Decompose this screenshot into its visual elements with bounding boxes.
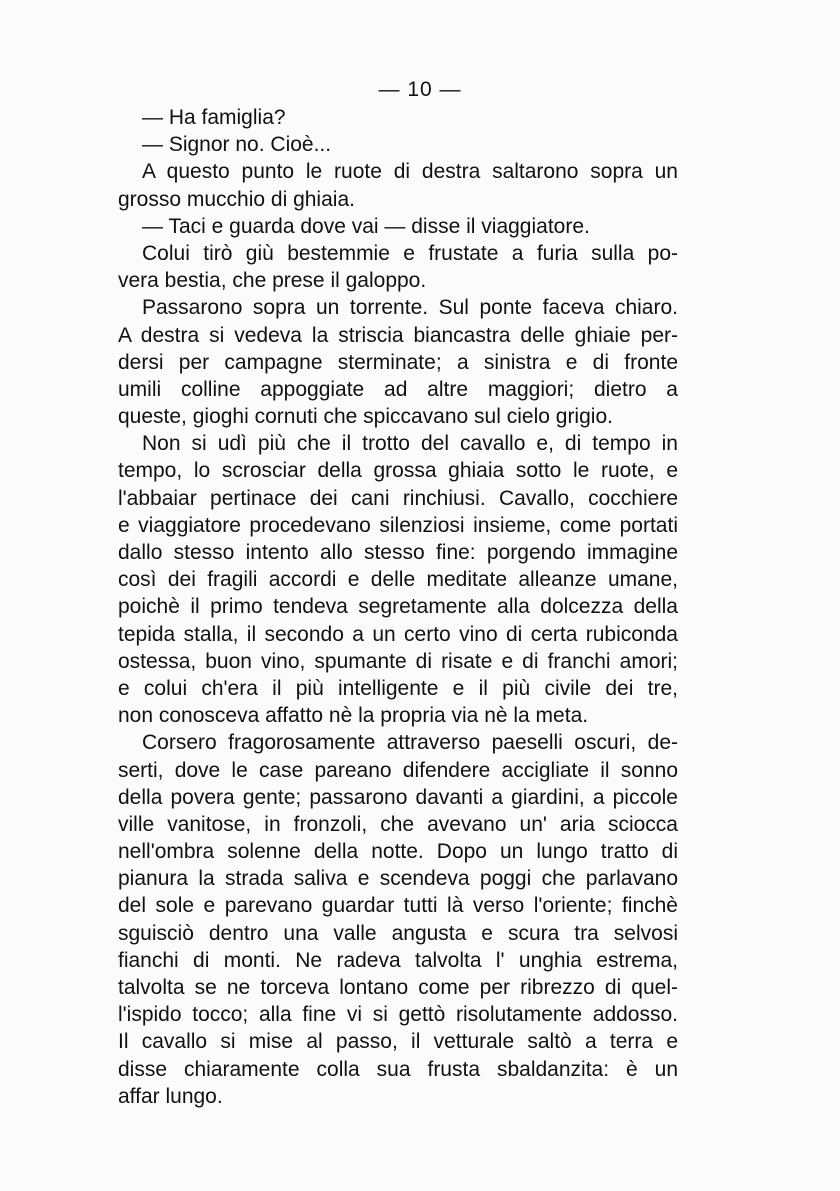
text-line: così dei fragili accordi e delle meditate alleanze umane, — [118, 568, 678, 592]
page-number: — 10 — — [378, 78, 462, 101]
text-line: affar lungo. — [118, 1084, 223, 1108]
text-line: e viaggiatore procedevano silenziosi insieme, come portati — [118, 513, 678, 537]
text-line: Colui tirò giù bestemmie e frustate a furia sulla po- — [142, 241, 678, 265]
text-line: Non si udì più che il trotto del cavallo e, di tempo in — [142, 432, 678, 456]
text-line: poichè il primo tendeva segretamente alla dolcezza della — [118, 595, 678, 619]
text-line: talvolta se ne torceva lontano come per ribrezzo di quel- — [118, 976, 678, 999]
text-line: Passarono sopra un torrente. Sul ponte faceva chiaro. — [142, 296, 678, 320]
text-line: ostessa, buon vino, spumante di risate e di franchi amori; — [118, 649, 678, 673]
text-line: l'ispido tocco; alla fine vi si gettò risolutamente addosso. — [118, 1003, 678, 1027]
text-line: Il cavallo si mise al passo, il vetturale saltò a terra e — [118, 1030, 678, 1054]
text-line: e colui ch'era il più intelligente e il più civile dei tre, — [118, 676, 678, 700]
text-line: della povera gente; passarono davanti a giardini, a piccole — [118, 785, 678, 809]
text-line: A destra si vedeva la striscia biancastra delle ghiaie per- — [118, 323, 678, 347]
text-line: sguisciò dentro una valle angusta e scura tra selvosi — [118, 921, 678, 945]
text-line: fianchi di monti. Ne radeva talvolta l' unghia estrema, — [118, 948, 678, 972]
text-line: del sole e parevano guardar tutti là verso l'oriente; finchè — [118, 894, 678, 918]
text-line: — Ha famiglia? — [142, 106, 286, 129]
text-line: queste, gioghi cornuti che spiccavano sul cielo grigio. — [118, 405, 613, 429]
text-line: dallo stesso intento allo stesso fine: porgendo immagine — [118, 541, 678, 564]
text-line: tepida stalla, il secondo a un certo vino di certa rubiconda — [118, 622, 678, 646]
text-line: nell'ombra solenne della notte. Dopo un lungo tratto di — [118, 840, 678, 864]
text-line: ville vanitose, in fronzoli, che avevano un' aria sciocca — [118, 812, 678, 836]
text-line: — Signor no. Cioè... — [142, 133, 332, 157]
text-line: vera bestia, che prese il galoppo. — [118, 269, 427, 293]
text-line: umili colline appoggiate ad altre maggiori; dietro a — [118, 377, 678, 401]
text-line: disse chiaramente colla sua frusta sbaldanzita: è un — [118, 1057, 678, 1081]
text-line: pianura la strada saliva e scendeva poggi che parlavano — [118, 867, 678, 891]
text-line: grosso mucchio di ghiaia. — [118, 187, 355, 211]
text-line: l'abbaiar pertinace dei cani rinchiusi. Cavallo, cocchiere — [118, 486, 678, 510]
text-line: dersi per campagne sterminate; a sinistra e di fronte — [118, 350, 678, 374]
text-line: serti, dove le case pareano difendere accigliate il sonno — [118, 758, 678, 782]
text-line: Corsero fragorosamente attraverso paeselli oscuri, de- — [142, 731, 678, 755]
body-text — [118, 104, 678, 1110]
text-line: tempo, lo scrosciar della grossa ghiaia sotto le ruote, e — [118, 459, 678, 483]
text-line: non conosceva affatto nè la propria via nè la meta. — [118, 704, 589, 728]
text-line: A questo punto le ruote di destra saltarono sopra un — [142, 160, 678, 184]
text-line: — Taci e guarda dove vai — disse il viaggiatore. — [142, 214, 590, 238]
